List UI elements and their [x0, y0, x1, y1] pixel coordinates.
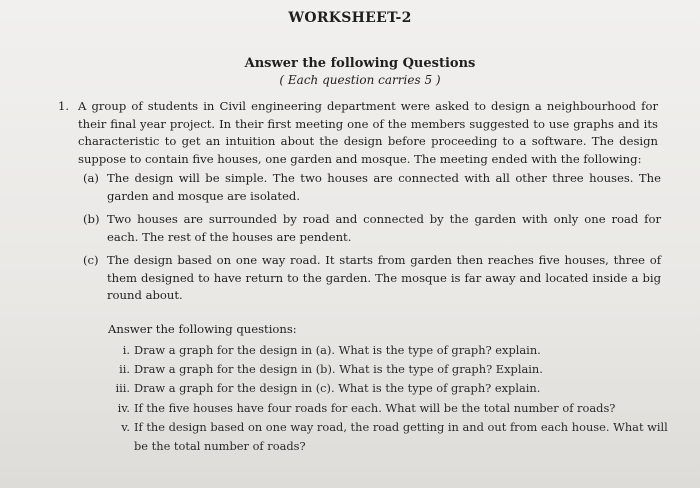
answer-item-iv — [108, 399, 668, 418]
question-1 — [58, 98, 658, 168]
answer-text: If the design based on one way road, the road getting in and out from each house. What will be the total number of roads? — [134, 419, 668, 454]
answer-item-i — [108, 341, 668, 360]
part-c — [83, 252, 661, 305]
answer-text: If the five houses have four roads for each. What will be the total number of roads? — [134, 400, 616, 415]
section-heading: Answer the following Questions — [244, 56, 476, 71]
answer-label: iv. — [117, 400, 130, 415]
answer-label: i. — [122, 343, 130, 357]
part-label: (b) — [83, 212, 100, 226]
answer-item-ii — [108, 360, 668, 379]
section-subheading: ( Each question carries 5 ) — [279, 73, 441, 87]
part-label: (c) — [83, 253, 99, 267]
part-text: The design will be simple. The two houses are connected with all other three houses. The garden and mosque are isolated. — [107, 171, 661, 203]
part-b — [83, 211, 661, 246]
question-number: 1. — [58, 99, 70, 113]
answer-item-v — [108, 418, 668, 456]
part-label: (a) — [83, 171, 99, 185]
question-parts — [83, 170, 661, 311]
part-text: The design based on one way road. It starts from garden then reaches five houses, three of them designed to have return to the garden. The mosque is far away and located inside a big round about. — [107, 253, 661, 302]
answer-text: Draw a graph for the design in (a). What is the type of graph? explain. — [134, 343, 541, 357]
answer-text: Draw a graph for the design in (b). What is the type of graph? Explain. — [134, 362, 543, 377]
answer-text: Draw a graph for the design in (c). What is the type of graph? explain. — [134, 381, 541, 396]
answer-item-iii — [108, 379, 668, 398]
question-text: A group of students in Civil engineering department were asked to design a neighbourhood for their final year project. In their first meeting one of the members suggested to use graphs and its characteristic to get an intuition about the design before proceeding to a software. The design suppose to contain five houses, one garden and mosque. The meeting ended with the following: — [78, 99, 658, 166]
answers-list — [108, 341, 668, 456]
answer-label: v. — [121, 419, 130, 434]
worksheet-title: WORKSHEET-2 — [288, 10, 412, 26]
part-text: Two houses are surrounded by road and connected by the garden with only one road for each. The rest of the houses are pendent. — [107, 212, 661, 244]
answer-label: ii. — [119, 362, 130, 377]
part-a — [83, 170, 661, 205]
answers-heading: Answer the following questions: — [108, 322, 297, 336]
answer-label: iii. — [115, 381, 130, 396]
